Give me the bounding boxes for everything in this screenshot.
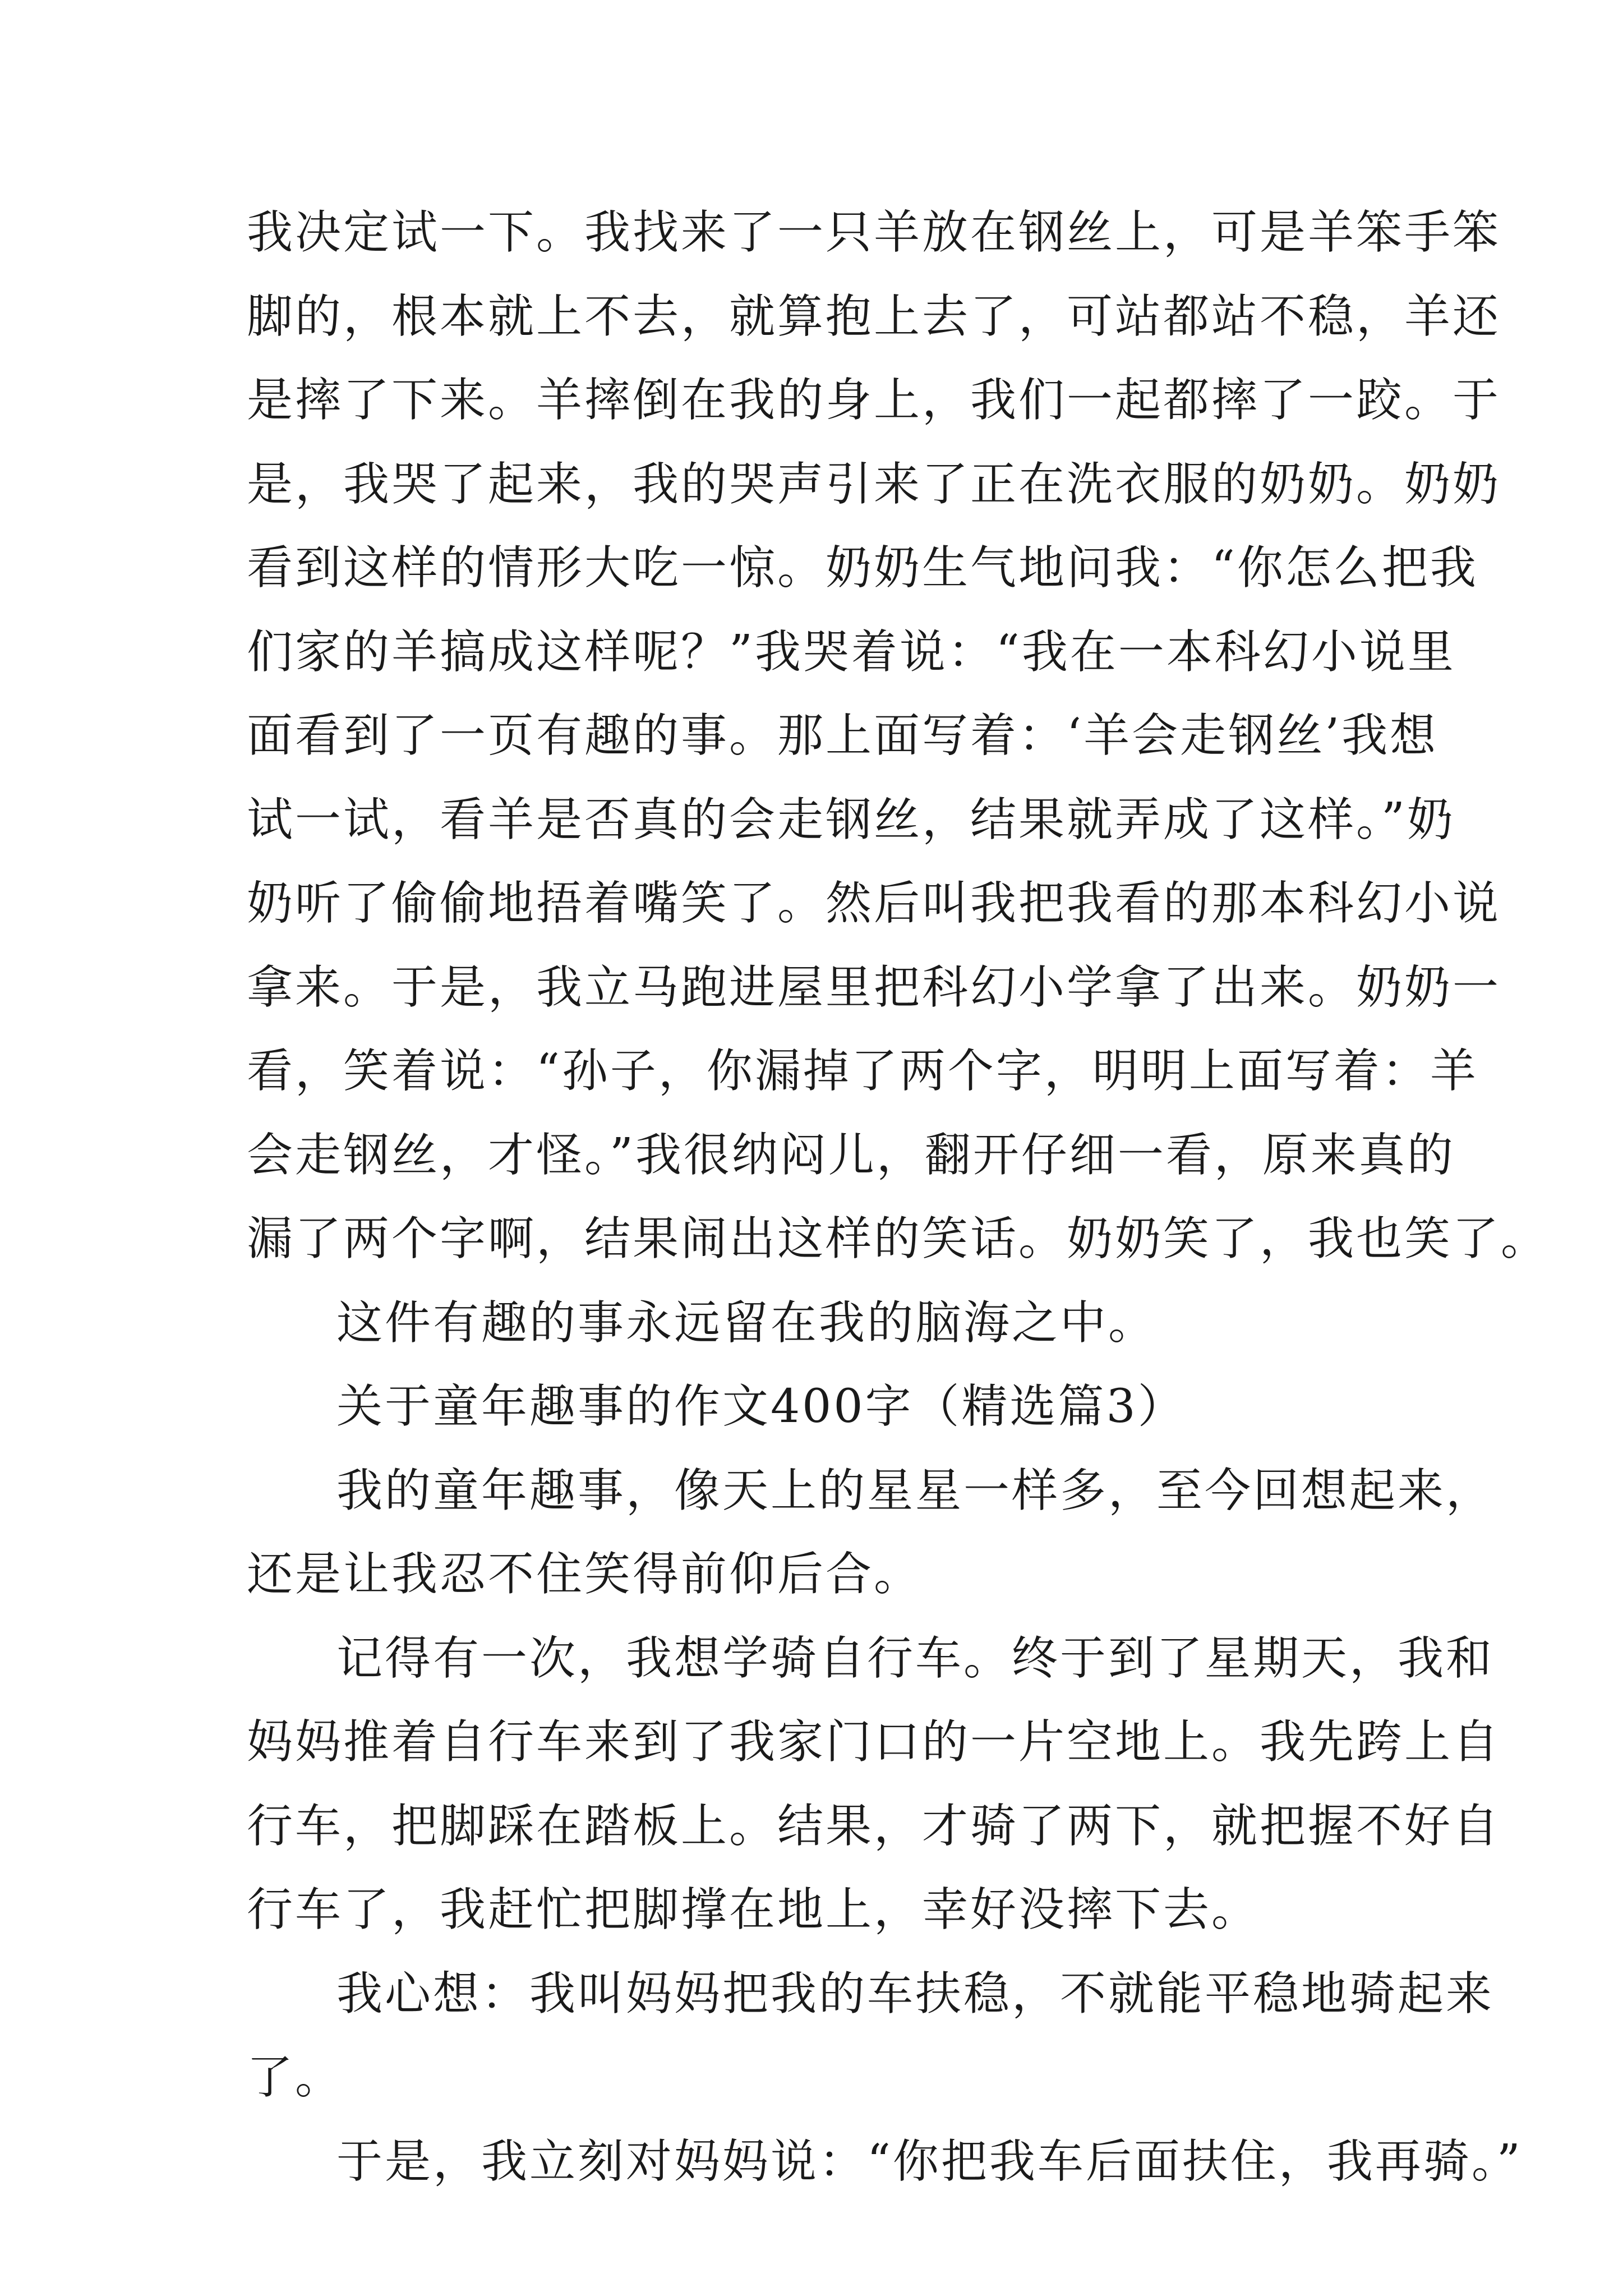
text-line: 面看到了一页有趣的事。那上面写着：‘羊会走钢丝’我想	[247, 709, 1438, 762]
text-line: 看，笑着说：“孙子，你漏掉了两个字，明明上面写着：羊	[247, 1045, 1478, 1098]
text-line: 这件有趣的事永远留在我的脑海之中。	[336, 1296, 1157, 1350]
text-line: 试一试，看羊是否真的会走钢丝，结果就弄成了这样。”奶	[247, 793, 1455, 846]
text-line: 是摔了下来。羊摔倒在我的身上，我们一起都摔了一跤。于	[247, 374, 1501, 427]
text-line: 关于童年趣事的作文400字（精选篇3）	[336, 1380, 1186, 1433]
text-line: 我心想：我叫妈妈把我的车扶稳，不就能平稳地骑起来	[336, 1967, 1495, 2021]
text-line: 行车了，我赶忙把脚撑在地上，幸好没摔下去。	[247, 1883, 1260, 1936]
text-line: 我决定试一下。我找来了一只羊放在钢丝上，可是羊笨手笨	[247, 206, 1501, 259]
text-line: 于是，我立刻对妈妈说：“你把我车后面扶住，我再骑。”	[336, 2134, 1523, 2188]
text-line: 行车，把脚踩在踏板上。结果，才骑了两下，就把握不好自	[247, 1799, 1501, 1853]
text-line: 脚的，根本就上不去，就算抱上去了，可站都站不稳，羊还	[247, 289, 1501, 343]
text-line: 会走钢丝，才怪。”我很纳闷儿，翻开仔细一看，原来真的	[247, 1128, 1455, 1182]
text-line: 看到这样的情形大吃一惊。奶奶生气地问我：“你怎么把我	[247, 541, 1478, 595]
text-line: 了。	[247, 2051, 344, 2104]
text-line: 漏了两个字啊，结果闹出这样的笑话。奶奶笑了，我也笑了。	[247, 1212, 1550, 1266]
text-line: 们家的羊搞成这样呢？”我哭着说：“我在一本科幻小说里	[247, 625, 1456, 679]
text-line: 记得有一次，我想学骑自行车。终于到了星期天，我和	[336, 1631, 1495, 1685]
text-line: 我的童年趣事，像天上的星星一样多，至今回想起来，	[336, 1464, 1495, 1517]
text-line: 还是让我忍不住笑得前仰后合。	[247, 1548, 923, 1601]
text-line: 是，我哭了起来，我的哭声引来了正在洗衣服的奶奶。奶奶	[247, 457, 1501, 511]
document-body	[247, 191, 1550, 2203]
text-line: 奶听了偷偷地捂着嘴笑了。然后叫我把我看的那本科幻小说	[247, 877, 1501, 930]
text-line: 拿来。于是，我立马跑进屋里把科幻小学拿了出来。奶奶一	[247, 960, 1501, 1014]
text-line: 妈妈推着自行车来到了我家门口的一片空地上。我先跨上自	[247, 1715, 1501, 1769]
